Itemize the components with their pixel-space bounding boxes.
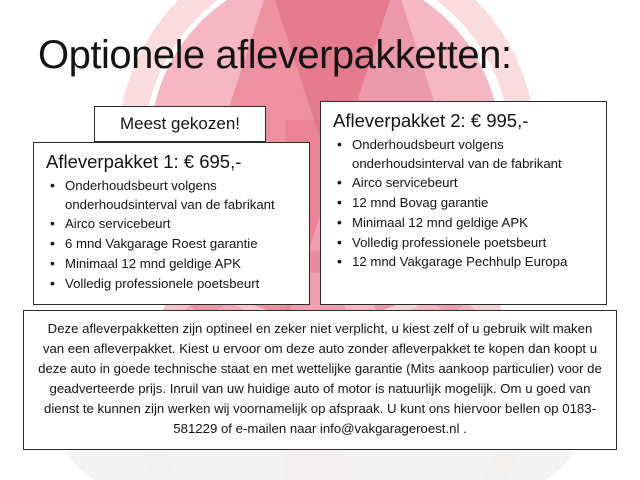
- package-1-card: [33, 142, 310, 305]
- list-item: • 12 mnd Vakgarage Pechhulp Europa: [335, 253, 596, 272]
- list-item: • Volledig professionele poetsbeurt: [48, 275, 299, 294]
- disclaimer-box: [23, 310, 617, 450]
- disclaimer-text: Deze afleverpakketten zijn optineel en zeker niet verplicht, u kiest zelf of u gebruik wilt maken van een afleverpakket. Kiest u ervoor om deze auto zonder afleverpakket te kopen dan koopt u deze auto in goede technische staat en met wettelijke garantie (Mits aankoop particulier) voor de geadverteerde prijs. Inruil van uw huidige auto of motor is natuurlijk mogelijk. Om u goed van dienst te kunnen zijn werken wij voornamelijk op afspraak. U kunt ons hiervoor bellen op 0183-581229 of e-mailen naar info@vakgarageroest.nl .: [38, 321, 602, 437]
- package-1-list: [44, 177, 299, 293]
- package-1-heading: Afleverpakket 1: € 695,-: [46, 151, 242, 172]
- list-item: • Onderhoudsbeurt volgens onderhoudsinterval van de fabrikant: [335, 136, 596, 173]
- package-2-list: [331, 136, 596, 272]
- list-item: • Volledig professionele poetsbeurt: [335, 234, 596, 253]
- list-item: • Minimaal 12 mnd geldige APK: [48, 255, 299, 274]
- list-item: • 12 mnd Bovag garantie: [335, 194, 596, 213]
- list-item: • 6 mnd Vakgarage Roest garantie: [48, 235, 299, 254]
- most-chosen-badge: [94, 106, 266, 142]
- list-item: • Minimaal 12 mnd geldige APK: [335, 214, 596, 233]
- list-item: • Airco servicebeurt: [48, 215, 299, 234]
- most-chosen-badge-label: Meest gekozen!: [119, 114, 240, 133]
- package-2-heading: Afleverpakket 2: € 995,-: [333, 110, 529, 131]
- page-title: Optionele afleverpakketten:: [38, 33, 512, 77]
- list-item: • Onderhoudsbeurt volgens onderhoudsinterval van de fabrikant: [48, 177, 299, 214]
- package-2-card: [320, 101, 607, 305]
- list-item: • Airco servicebeurt: [335, 174, 596, 193]
